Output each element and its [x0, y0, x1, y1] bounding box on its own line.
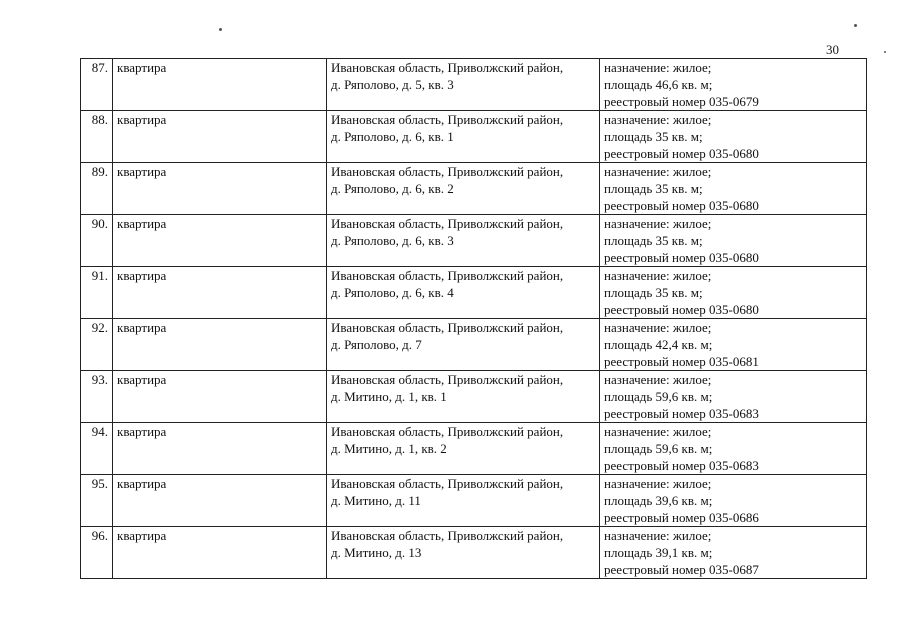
description-line: реестровый номер 035-0679: [604, 94, 759, 109]
address-line: д. Ряполово, д. 6, кв. 2: [331, 181, 454, 196]
description-line: площадь 35 кв. м;: [604, 181, 703, 196]
property-type: квартира: [113, 59, 327, 111]
property-description: [600, 475, 867, 527]
property-address: [327, 423, 600, 475]
table-row: [81, 59, 867, 111]
table-row: [81, 111, 867, 163]
property-address: [327, 319, 600, 371]
property-description: [600, 267, 867, 319]
table-row: [81, 163, 867, 215]
table-row: [81, 475, 867, 527]
address-line: Ивановская область, Приволжский район,: [331, 60, 564, 75]
address-line: Ивановская область, Приволжский район,: [331, 320, 564, 335]
description-line: реестровый номер 035-0683: [604, 406, 759, 421]
description-line: назначение: жилое;: [604, 112, 712, 127]
description-line: реестровый номер 035-0680: [604, 146, 759, 161]
description-line: реестровый номер 035-0680: [604, 250, 759, 265]
property-type: квартира: [113, 527, 327, 579]
description-line: площадь 59,6 кв. м;: [604, 389, 713, 404]
row-number: 87.: [81, 59, 113, 111]
description-line: реестровый номер 035-0681: [604, 354, 759, 369]
table-row: [81, 527, 867, 579]
description-line: площадь 35 кв. м;: [604, 285, 703, 300]
table-row: [81, 319, 867, 371]
property-address: [327, 371, 600, 423]
row-number: 90.: [81, 215, 113, 267]
property-address: [327, 475, 600, 527]
property-type: квартира: [113, 215, 327, 267]
table-row: [81, 215, 867, 267]
description-line: площадь 39,1 кв. м;: [604, 545, 713, 560]
address-line: д. Ряполово, д. 6, кв. 4: [331, 285, 454, 300]
property-table-body: [81, 59, 867, 579]
property-address: [327, 267, 600, 319]
property-type: квартира: [113, 111, 327, 163]
description-line: назначение: жилое;: [604, 60, 712, 75]
address-line: Ивановская область, Приволжский район,: [331, 476, 564, 491]
description-line: назначение: жилое;: [604, 216, 712, 231]
scan-speck: [219, 28, 222, 31]
property-type: квартира: [113, 423, 327, 475]
property-type: квартира: [113, 319, 327, 371]
scan-speck: [854, 24, 857, 27]
description-line: реестровый номер 035-0686: [604, 510, 759, 525]
property-address: [327, 215, 600, 267]
address-line: д. Митино, д. 11: [331, 493, 421, 508]
property-type: квартира: [113, 475, 327, 527]
row-number: 92.: [81, 319, 113, 371]
property-description: [600, 527, 867, 579]
property-description: [600, 111, 867, 163]
property-description: [600, 371, 867, 423]
address-line: д. Митино, д. 1, кв. 1: [331, 389, 447, 404]
row-number: 95.: [81, 475, 113, 527]
property-description: [600, 163, 867, 215]
description-line: реестровый номер 035-0683: [604, 458, 759, 473]
address-line: д. Ряполово, д. 6, кв. 1: [331, 129, 454, 144]
description-line: площадь 46,6 кв. м;: [604, 77, 713, 92]
address-line: д. Ряполово, д. 5, кв. 3: [331, 77, 454, 92]
row-number: 89.: [81, 163, 113, 215]
property-description: [600, 215, 867, 267]
property-description: [600, 423, 867, 475]
row-number: 91.: [81, 267, 113, 319]
address-line: Ивановская область, Приволжский район,: [331, 268, 564, 283]
address-line: Ивановская область, Приволжский район,: [331, 528, 564, 543]
description-line: площадь 42,4 кв. м;: [604, 337, 713, 352]
description-line: площадь 35 кв. м;: [604, 129, 703, 144]
description-line: назначение: жилое;: [604, 476, 712, 491]
row-number: 88.: [81, 111, 113, 163]
description-line: площадь 59,6 кв. м;: [604, 441, 713, 456]
description-line: реестровый номер 035-0687: [604, 562, 759, 577]
property-address: [327, 163, 600, 215]
address-line: Ивановская область, Приволжский район,: [331, 164, 564, 179]
table-row: [81, 371, 867, 423]
property-type: квартира: [113, 371, 327, 423]
address-line: д. Ряполово, д. 6, кв. 3: [331, 233, 454, 248]
property-description: [600, 319, 867, 371]
property-table: [80, 58, 867, 579]
table-row: [81, 423, 867, 475]
property-type: квартира: [113, 267, 327, 319]
description-line: реестровый номер 035-0680: [604, 302, 759, 317]
property-description: [600, 59, 867, 111]
description-line: назначение: жилое;: [604, 372, 712, 387]
property-address: [327, 111, 600, 163]
address-line: Ивановская область, Приволжский район,: [331, 216, 564, 231]
row-number: 94.: [81, 423, 113, 475]
description-line: реестровый номер 035-0680: [604, 198, 759, 213]
address-line: д. Митино, д. 13: [331, 545, 422, 560]
description-line: назначение: жилое;: [604, 424, 712, 439]
description-line: назначение: жилое;: [604, 164, 712, 179]
page-number: 30: [826, 42, 839, 57]
property-address: [327, 527, 600, 579]
address-line: д. Ряполово, д. 7: [331, 337, 422, 352]
description-line: назначение: жилое;: [604, 528, 712, 543]
description-line: площадь 35 кв. м;: [604, 233, 703, 248]
property-type: квартира: [113, 163, 327, 215]
property-address: [327, 59, 600, 111]
address-line: Ивановская область, Приволжский район,: [331, 372, 564, 387]
row-number: 96.: [81, 527, 113, 579]
address-line: д. Митино, д. 1, кв. 2: [331, 441, 447, 456]
address-line: Ивановская область, Приволжский район,: [331, 112, 564, 127]
description-line: назначение: жилое;: [604, 268, 712, 283]
address-line: Ивановская область, Приволжский район,: [331, 424, 564, 439]
table-row: [81, 267, 867, 319]
row-number: 93.: [81, 371, 113, 423]
scan-speck: [884, 51, 886, 53]
description-line: назначение: жилое;: [604, 320, 712, 335]
description-line: площадь 39,6 кв. м;: [604, 493, 713, 508]
